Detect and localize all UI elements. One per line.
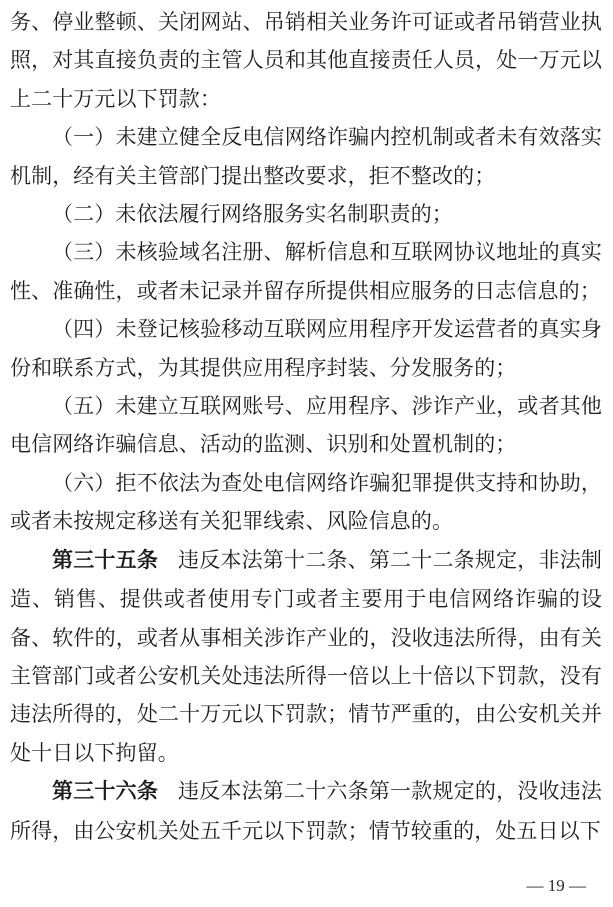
- article-36: [10, 772, 602, 850]
- clause-item-3: （三）未核验域名注册、解析信息和互联网协议地址的真实性、准确性，或者未记录并留存所提供相应服务的日志信息的；: [10, 240, 602, 303]
- clause-item-6: （六）拒不依法为查处电信网络诈骗犯罪提供支持和协助，或者未按规定移送有关犯罪线索、风险信息的。: [10, 470, 602, 534]
- clause-item-4: （四）未登记核验移动互联网应用程序开发运营者的真实身份和联系方式，为其提供应用程序封装、分发服务的；: [10, 317, 602, 380]
- clause-item-1: （一）未建立健全反电信网络诈骗内控机制或者未有效落实机制，经有关主管部门提出整改要求，拒不整改的；: [10, 125, 602, 188]
- article-35: [10, 541, 602, 772]
- page-number: — 19 —: [526, 876, 586, 895]
- article-36-text: 违反本法第二十六条第一款规定的，没收违法所得，由公安机关处五千元以下罚款；情节较重的，处五日以下: [10, 779, 603, 843]
- document-body: [10, 3, 602, 850]
- clause-item-5: （五）未建立互联网账号、应用程序、涉诈产业，或者其他电信网络诈骗信息、活动的监测、识别和处置机制的；: [10, 394, 602, 457]
- paragraph-continuation: 务、停业整顿、关闭网站、吊销相关业务许可证或者吊销营业执照，对其直接负责的主管人员和其他直接责任人员，处一万元以上二十万元以下罚款：: [10, 10, 602, 111]
- clause-item-2: （二）未依法履行网络服务实名制职责的；: [52, 202, 453, 227]
- article-35-number: 第三十五条: [52, 548, 159, 572]
- article-35-text: 违反本法第十二条、第二十二条规定，非法制造、销售、提供或者使用专门或者主要用于电信网络诈骗的设备、软件的，或者从事相关涉诈产业的，没收违法所得，由有关主管部门或者公安机关处违法所得一倍以上十倍以下罚款，没有违法所得的，处二十万元以下罚款；情节严重的，由公安机关并处十日以下拘留。: [10, 547, 603, 765]
- article-36-number: 第三十六条: [52, 780, 159, 804]
